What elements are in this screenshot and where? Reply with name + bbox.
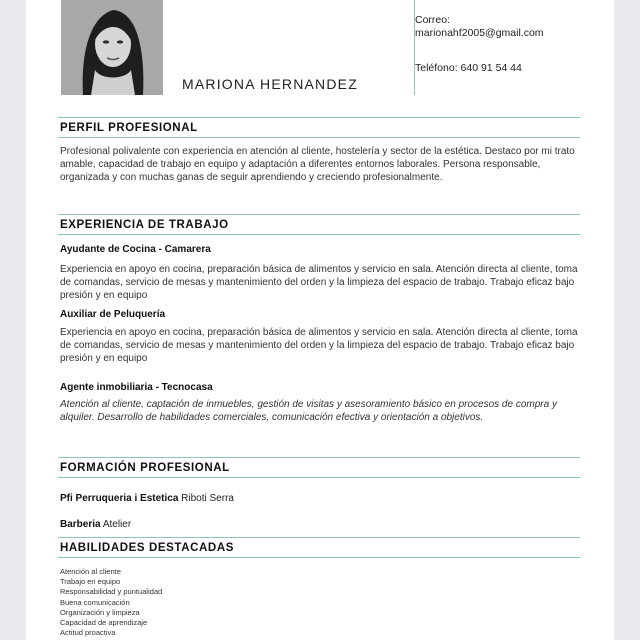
education-school: Atelier — [102, 519, 132, 530]
education-item — [58, 493, 582, 504]
skills-list — [58, 567, 582, 638]
skill-item: Atención al cliente — [60, 567, 121, 576]
education-school: Riboti Serra — [181, 493, 234, 504]
profile-text: Profesional polivalente con experiencia en atención al cliente, hostelería y sector de la estética. Destaco por mi trato amable, capacidad de trabajo en equipo y adaptación a diferentes entornos laborales. Persona responsable, organizada y con muchas ganas de seguir aprendiendo y creciendo profesionalmente. — [60, 146, 575, 183]
job-title: Ayudante de Cocina - Camarera — [60, 244, 211, 255]
job-description: Atención al cliente, captación de inmuebles, gestión de visitas y asesoramiento básico en procesos de compra y alquiler. Desarrollo de habilidades comerciales, comunicación efectiva y orientación a objetivos. — [60, 399, 557, 423]
skill-item: Actitud proactiva — [60, 628, 116, 638]
email-block — [415, 14, 544, 40]
job-title: Agente inmobiliaria - Tecnocasa — [60, 382, 213, 393]
education-title: FORMACIÓN PROFESIONAL — [58, 457, 580, 478]
experience-title: EXPERIENCIA DE TRABAJO — [58, 214, 580, 235]
phone-value[interactable]: Teléfono: 640 91 54 44 — [415, 62, 522, 74]
cv-page — [26, 0, 614, 640]
skill-item: Trabajo en equipo — [60, 577, 121, 587]
candidate-name: MARIONA HERNANDEZ — [182, 76, 358, 92]
skill-item: Buena comunicación — [60, 597, 130, 607]
portrait-image — [61, 0, 163, 95]
job-description: Experiencia en apoyo en cocina, preparación básica de alimentos y servicio en sala. Atención directa al cliente, toma de comandas, servicio de mesas y mantenimiento del orden y la limpieza del espacio de trabajo. Trabajo eficaz bajo presión y en equipo — [60, 264, 578, 301]
job-description: Experiencia en apoyo en cocina, preparación básica de alimentos y servicio en sala. Atención directa al cliente, toma de comandas, servicio de mesas y mantenimiento del orden y la limpieza del espacio de trabajo. Trabajo eficaz bajo presión y en equipo — [60, 327, 578, 364]
education-course: Barberia — [60, 519, 101, 530]
profile-title: PERFIL PROFESIONAL — [58, 117, 580, 138]
education-course: Pfi Perruqueria i Estetica — [60, 493, 179, 504]
experience-section — [58, 214, 580, 235]
skill-item: Responsabilidad y puntualidad — [60, 587, 163, 597]
job-title: Auxiliar de Peluquería — [60, 309, 166, 320]
profile-photo — [61, 0, 163, 95]
email-label: Correo: — [415, 14, 451, 26]
job-item — [58, 309, 580, 365]
job-item — [58, 382, 580, 424]
skill-item: Capacidad de aprendizaje — [60, 618, 148, 628]
skill-item: Organización y limpieza — [60, 607, 140, 617]
education-item — [58, 519, 582, 530]
profile-section — [58, 117, 580, 184]
education-section — [58, 457, 580, 478]
job-item — [58, 244, 580, 302]
skills-title: HABILIDADES DESTACADAS — [58, 537, 580, 558]
email-value[interactable]: marionahf2005@gmail.com — [415, 27, 544, 39]
skills-section — [58, 537, 580, 558]
